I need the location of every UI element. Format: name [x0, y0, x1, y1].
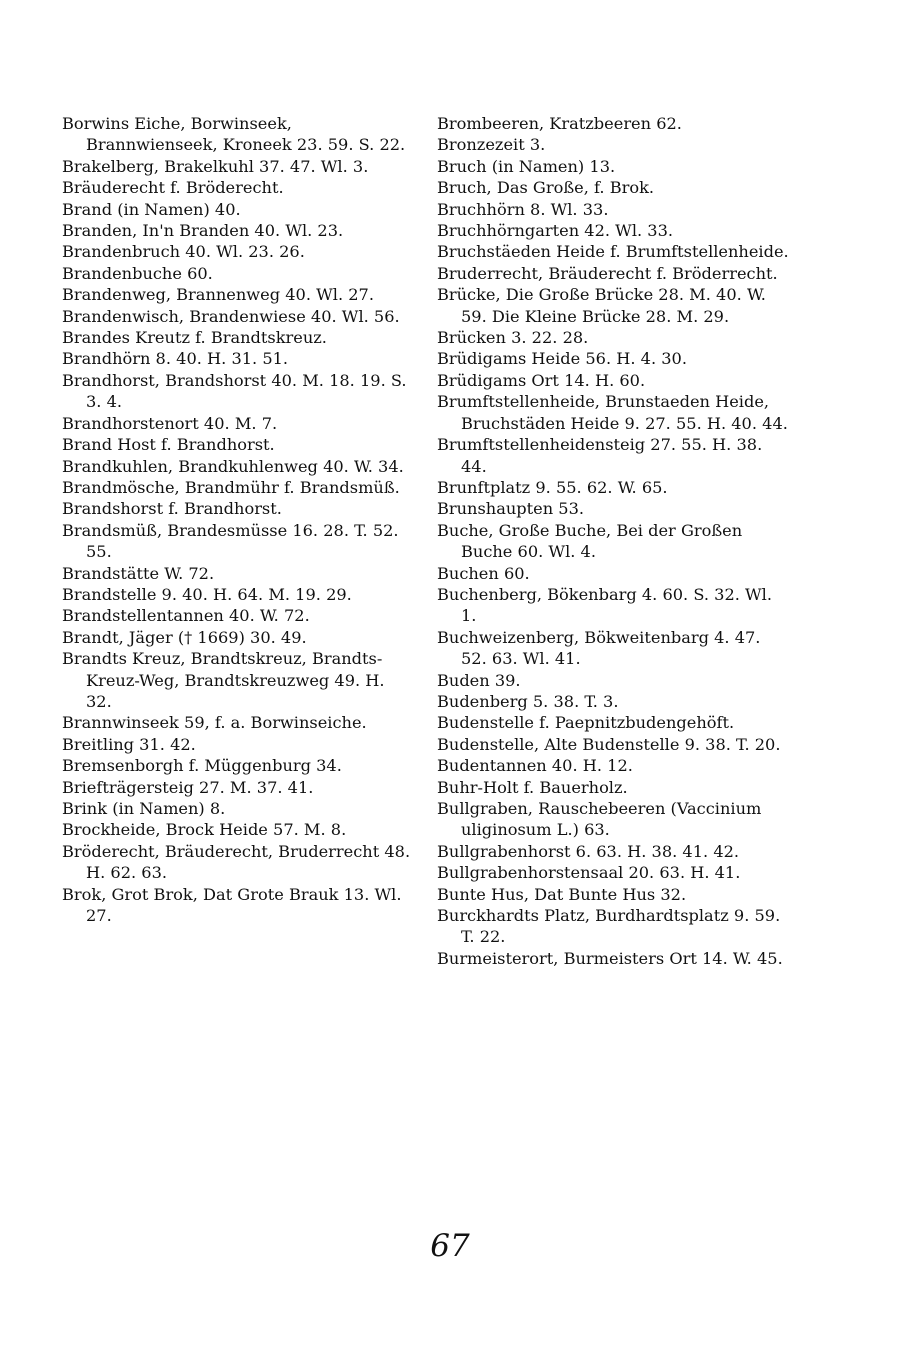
index-entry: Bruchhörngarten 42. Wl. 33. [437, 221, 674, 241]
index-entry: Buchenberg, Bökenbarg 4. 60. S. 32. Wl. 1. [437, 584, 772, 626]
index-entry: Brandstelle 9. 40. H. 64. M. 19. 29. [62, 584, 352, 604]
index-entry: Brandt, Jäger († 1669) 30. 49. [62, 627, 307, 647]
index-entry: Brok, Grot Brok, Dat Grote Brauk 13. Wl. 27. [62, 884, 402, 926]
index-entry: Brakelberg, Brakelkuhl 37. 47. Wl. 3. [62, 156, 369, 176]
index-entry: Brandts Kreuz, Brandtskreuz, Brandts-Kreuz-Weg, Brandtskreuzweg 49. H. 32. [62, 649, 385, 711]
index-entry: Burmeisterort, Burmeisters Ort 14. W. 45. [437, 948, 783, 968]
index-entry: Bullgrabenhorstensaal 20. 63. H. 41. [437, 863, 741, 883]
index-entry: Brombeeren, Kratzbeeren 62. [437, 114, 682, 133]
index-entry: Budenberg 5. 38. T. 3. [437, 691, 619, 711]
index-entry: Brandenwisch, Brandenwiese 40. Wl. 56. [62, 306, 400, 326]
index-entry: Brandhorst, Brandshorst 40. M. 18. 19. S. 3. 4. [62, 370, 407, 412]
index-entry: Bremsenborgh f. Müggenburg 34. [62, 756, 342, 776]
index-entry: Bröderecht, Bräuderecht, Bruderrecht 48. H. 62. 63. [62, 841, 411, 883]
index-entry: Budenstelle, Alte Budenstelle 9. 38. T. 20. [437, 734, 781, 754]
index-entry: Brüdigams Ort 14. H. 60. [437, 370, 646, 390]
index-entry: Bunte Hus, Dat Bunte Hus 32. [437, 884, 687, 904]
index-entry: Buche, Große Buche, Bei der Großen Buche 60. Wl. 4. [437, 520, 743, 562]
index-entry: Brandkuhlen, Brandkuhlenweg 40. W. 34. [62, 456, 404, 476]
page-number: 67 [430, 1228, 470, 1264]
index-entry: Burckhardts Platz, Burdhardtsplatz 9. 59. T. 22. [437, 906, 781, 947]
index-entry: Bruch (in Namen) 13. [437, 156, 616, 176]
index-entry: Brandhorstenort 40. M. 7. [62, 413, 278, 433]
index-entry: Brüdigams Heide 56. H. 4. 30. [437, 349, 688, 369]
index-entry: Bronzezeit 3. [437, 135, 546, 155]
index-entry: Brandsmüß, Brandesmüsse 16. 28. T. 52. 55. [62, 520, 399, 562]
index-entry: Bruderrecht, Bräuderecht f. Bröderrecht. [437, 263, 778, 283]
index-entry: Branden, In'n Branden 40. Wl. 23. [62, 221, 344, 241]
index-entry: Brandenbruch 40. Wl. 23. 26. [62, 242, 305, 262]
index-entry: Bullgraben, Rauschebeeren (Vaccinium uliginosum L.) 63. [437, 799, 762, 840]
index-entry: Brandmösche, Brandmühr f. Brandsmüß. [62, 477, 400, 497]
index-column-left [62, 113, 414, 926]
index-entry: Brumftstellenheidensteig 27. 55. H. 38. 44. [437, 435, 763, 476]
index-entry: Buchen 60. [437, 563, 530, 583]
index-entry: Budentannen 40. H. 12. [437, 756, 633, 776]
index-entry: Bruchstäeden Heide f. Brumftstellenheide. [437, 242, 789, 262]
index-entry: Breitling 31. 42. [62, 734, 196, 754]
index-entry: Briefträgersteig 27. M. 37. 41. [62, 777, 314, 797]
index-entry: Buden 39. [437, 670, 521, 690]
index-entry: Brockheide, Brock Heide 57. M. 8. [62, 820, 347, 840]
index-entry: Bruchhörn 8. Wl. 33. [437, 199, 609, 219]
index-entry: Brand Host f. Brandhorst. [62, 435, 275, 455]
index-entry: Buchweizenberg, Bökweitenbarg 4. 47. 52. 63. Wl. 41. [437, 627, 761, 669]
index-entry: Brink (in Namen) 8. [62, 799, 226, 818]
index-entry: Brandshorst f. Brandhorst. [62, 499, 282, 519]
index-entry: Buhr-Holt f. Bauerholz. [437, 777, 628, 797]
index-entry: Brandhörn 8. 40. H. 31. 51. [62, 349, 289, 369]
index-entry: Brandenbuche 60. [62, 263, 213, 283]
index-entry: Brandes Kreutz f. Brandtskreuz. [62, 328, 327, 348]
index-entry: Brandenweg, Brannenweg 40. Wl. 27. [62, 285, 374, 305]
index-entry: Borwins Eiche, Borwinseek, Brannwienseek, Kroneek 23. 59. S. 22. [62, 114, 406, 155]
index-entry: Budenstelle f. Paepnitzbudengehöft. [437, 713, 735, 733]
index-entry: Brand (in Namen) 40. [62, 199, 241, 219]
index-entry: Brunftplatz 9. 55. 62. W. 65. [437, 477, 668, 497]
index-entry: Brandstätte W. 72. [62, 563, 215, 583]
index-entry: Bruch, Das Große, f. Brok. [437, 178, 655, 198]
index-entry: Brandstellentannen 40. W. 72. [62, 606, 310, 626]
index-entry: Bullgrabenhorst 6. 63. H. 38. 41. 42. [437, 841, 740, 861]
index-entry: Brumftstellenheide, Brunstaeden Heide, Bruchstäden Heide 9. 27. 55. H. 40. 44. [437, 392, 788, 433]
index-entry: Brunshaupten 53. [437, 499, 585, 519]
index-entry: Bräuderecht f. Bröderecht. [62, 178, 284, 198]
index-entry: Brücke, Die Große Brücke 28. M. 40. W. 59. Die Kleine Brücke 28. M. 29. [437, 285, 766, 326]
index-entry: Brannwinseek 59, f. a. Borwinseiche. [62, 713, 367, 733]
index-entry: Brücken 3. 22. 28. [437, 328, 589, 348]
index-column-right [437, 113, 791, 969]
